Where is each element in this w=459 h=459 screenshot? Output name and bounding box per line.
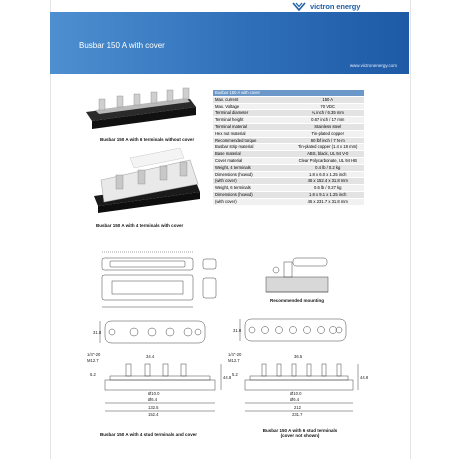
- spec-value: 1.8 x 9.1 x 1.25 inch: [292, 191, 364, 198]
- spec-value: 70 VDC: [292, 103, 364, 110]
- busbar-6-stud-top-drawing: [240, 319, 346, 341]
- spec-key: Cover material: [213, 157, 292, 164]
- dim-left-nut: M12.7: [87, 358, 99, 363]
- spec-value: 45 x 152.4 x 31.8 mm: [292, 178, 364, 185]
- dim-left-h1: 5.2: [90, 372, 96, 377]
- dim-left-d1: 34.4: [146, 354, 155, 359]
- dim-right-thread: 1/4"-20: [228, 352, 242, 357]
- busbar-4-stud-side-drawing: [105, 364, 221, 411]
- busbar-4-stud-top-drawing: [100, 321, 205, 343]
- website-url: www.victronenergy.com: [349, 63, 397, 68]
- busbar-6-stud-side-drawing: [245, 364, 358, 411]
- dim-right-h1: 5.2: [232, 372, 238, 377]
- recommended-mounting-drawing: [266, 258, 328, 292]
- spec-key: Busbar strip material: [213, 144, 292, 151]
- dim-left-w2: 152.4: [148, 412, 159, 417]
- spec-value: Stainless steel: [292, 123, 364, 130]
- dim-left-hole2: Ø6.4: [148, 397, 158, 402]
- mounting-caption: Recommended mounting: [270, 298, 325, 303]
- spec-value: 60 lbf inch / 7 N·m: [292, 137, 364, 144]
- spec-key: Hex nut material: [213, 130, 292, 137]
- spec-key: (with cover): [213, 178, 292, 185]
- dim-right-nut: M12.7: [228, 358, 240, 363]
- spec-key: Terminal material: [213, 123, 292, 130]
- spec-key: Weight, 4 terminals: [213, 164, 292, 171]
- dim-left-h2: 31.8: [93, 330, 102, 335]
- spec-key: Recommended torque: [213, 137, 292, 144]
- dim-left-h3: 44.8: [223, 375, 232, 380]
- drawing-caption-4-stud: Busbar 150 A with 4 stud terminals and cover: [100, 432, 197, 437]
- spec-key: Terminal height: [213, 117, 292, 124]
- dim-left-thread: 1/4"-20: [87, 352, 101, 357]
- spec-value: 150 A: [292, 96, 364, 103]
- cover-top-view-drawing: [102, 252, 216, 270]
- drawing-caption-6-stud: [255, 428, 345, 438]
- dim-right-w1: 212: [294, 405, 301, 410]
- spec-value: 0.6 lb / 0.27 kg: [292, 185, 364, 192]
- spec-key: Max. Voltage: [213, 103, 292, 110]
- drawing-caption-6-stud-line2: (cover not shown): [280, 433, 320, 438]
- dim-right-hole1: Ø10.0: [290, 391, 302, 396]
- spec-key: Dimensions (hxwxd): [213, 171, 292, 178]
- drawing-caption-6-stud-line1: Busbar 150 A with 6 stud terminals: [262, 428, 338, 433]
- spec-value: Tin-plated copper (1.4 x 18 mm): [292, 144, 364, 151]
- spec-value: Clear Polycarbonate, UL 94 HB: [292, 157, 364, 164]
- dim-right-w2: 231.7: [292, 412, 303, 417]
- dim-right-h2: 31.8: [233, 328, 242, 333]
- spec-table-header: Busbar 150 A with cover: [213, 90, 364, 96]
- dim-right-h3: 44.8: [360, 375, 369, 380]
- spec-value: ¼ inch / 6.35 mm: [292, 110, 364, 117]
- dim-left-hole1: Ø10.0: [148, 391, 160, 396]
- spec-value: ABS, black, UL 94 V-0: [292, 151, 364, 158]
- spec-key: Weight, 6 terminals: [213, 185, 292, 192]
- product-title: Busbar 150 A with cover: [79, 41, 165, 50]
- spec-value: 1.8 x 6.0 x 1.25 inch: [292, 171, 364, 178]
- spec-value: Tin-plated copper: [292, 130, 364, 137]
- logo-text: victron energy: [310, 1, 361, 11]
- spec-key: Max. current: [213, 96, 292, 103]
- dim-right-d1: 36.5: [294, 354, 303, 359]
- spec-key: Terminal diameter: [213, 110, 292, 117]
- photo-caption-without-cover: Busbar 150 A with 6 terminals without cover: [100, 137, 195, 142]
- spec-key: Base material: [213, 151, 292, 158]
- spec-key: Dimensions (hxwxd): [213, 191, 292, 198]
- photo-caption-with-cover: Busbar 150 A with 4 terminals with cover: [96, 223, 184, 228]
- base-side-view-drawing: [102, 275, 216, 307]
- dim-right-hole2: Ø6.4: [290, 397, 300, 402]
- spec-key: (with cover): [213, 198, 292, 205]
- dim-left-w1: 132.5: [148, 405, 159, 410]
- spec-value: 45 x 231.7 x 31.8 mm: [292, 198, 364, 205]
- spec-value: 0.4 lb / 0.2 kg: [292, 164, 364, 171]
- spec-value: 0.67 inch / 17 mm: [292, 117, 364, 124]
